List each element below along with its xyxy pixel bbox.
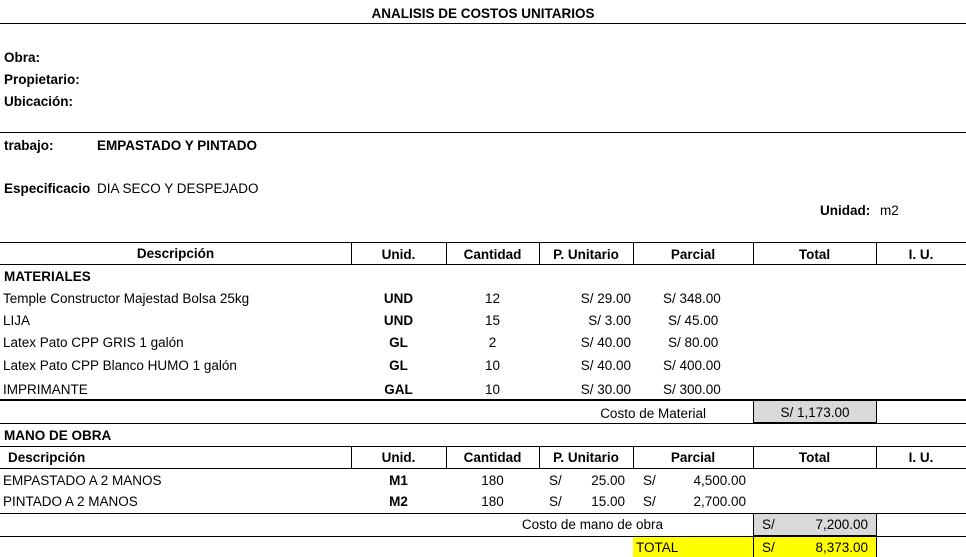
header-total: Total bbox=[798, 247, 831, 262]
row-parcial: 4,500.00 bbox=[693, 473, 746, 488]
costo-mano-obra-label: Costo de mano de obra bbox=[521, 517, 663, 532]
header-p-unitario: P. Unitario bbox=[553, 450, 619, 465]
row-unid: GL bbox=[389, 358, 408, 373]
row-parcial: S/ 348.00 bbox=[663, 291, 721, 306]
section-materiales: MATERIALES bbox=[4, 269, 91, 284]
row-descripcion: Latex Pato CPP Blanco HUMO 1 galón bbox=[3, 358, 237, 373]
row-cantidad: 10 bbox=[484, 358, 501, 373]
header-parcial: Parcial bbox=[670, 247, 716, 262]
header-cantidad: Cantidad bbox=[463, 450, 522, 465]
row-cantidad: 180 bbox=[481, 473, 504, 488]
header-descripcion: Descripción bbox=[8, 450, 86, 465]
row-parcial: S/ 400.00 bbox=[663, 358, 721, 373]
costo-mano-obra-value: 7,200.00 bbox=[815, 517, 868, 532]
row-cantidad: 15 bbox=[484, 313, 501, 328]
divider bbox=[0, 423, 966, 424]
trabajo-label: trabajo: bbox=[4, 138, 54, 153]
header-iu: I. U. bbox=[908, 247, 934, 262]
total-value: 8,373.00 bbox=[815, 540, 868, 555]
row-descripcion: PINTADO A 2 MANOS bbox=[3, 494, 138, 509]
row-cantidad: 12 bbox=[484, 291, 501, 306]
row-descripcion: Temple Constructor Majestad Bolsa 25kg bbox=[3, 291, 250, 306]
ubicacion-label: Ubicación: bbox=[4, 94, 74, 109]
header-total: Total bbox=[798, 450, 831, 465]
divider bbox=[0, 242, 966, 243]
row-p-unitario: S/ 40.00 bbox=[580, 358, 631, 373]
divider bbox=[0, 23, 966, 24]
row-descripcion: IMPRIMANTE bbox=[3, 382, 88, 397]
row-p-unitario: 25.00 bbox=[591, 473, 625, 488]
header-cantidad: Cantidad bbox=[463, 247, 522, 262]
unidad-label: Unidad: bbox=[820, 203, 871, 218]
row-parcial: 2,700.00 bbox=[693, 494, 746, 509]
row-parcial: S/ 80.00 bbox=[668, 335, 719, 350]
row-cantidad: 180 bbox=[481, 494, 504, 509]
divider bbox=[0, 446, 966, 447]
row-p-unitario: 15.00 bbox=[591, 494, 625, 509]
total-label: TOTAL bbox=[636, 540, 679, 555]
header-unid: Unid. bbox=[381, 450, 416, 465]
header-iu: I. U. bbox=[908, 450, 934, 465]
header-descripcion: Descripción bbox=[136, 246, 215, 261]
col-divider bbox=[876, 537, 877, 557]
divider bbox=[0, 468, 966, 469]
especificacion-label: Especificacio bbox=[4, 181, 91, 196]
costo-material-label: Costo de Material bbox=[600, 406, 706, 421]
costo-material-value: S/ 1,173.00 bbox=[780, 405, 850, 420]
row-descripcion: Latex Pato CPP GRIS 1 galón bbox=[3, 335, 184, 350]
row-descripcion: EMPASTADO A 2 MANOS bbox=[3, 473, 162, 488]
row-unid: UND bbox=[383, 313, 414, 328]
row-p-unitario: S/ 3.00 bbox=[588, 313, 631, 328]
especificacion-value: DIA SECO Y DESPEJADO bbox=[97, 181, 259, 196]
header-parcial: Parcial bbox=[670, 450, 716, 465]
row-p-unitario: S/ 30.00 bbox=[580, 382, 631, 397]
propietario-label: Propietario: bbox=[4, 72, 80, 87]
row-unid: M1 bbox=[389, 473, 408, 488]
divider bbox=[0, 132, 966, 133]
row-descripcion: LIJA bbox=[3, 313, 31, 328]
row-cantidad: 10 bbox=[484, 382, 501, 397]
row-parcial-currency: S/ bbox=[643, 494, 656, 509]
trabajo-value: EMPASTADO Y PINTADO bbox=[97, 138, 258, 153]
row-p-unitario-currency: S/ bbox=[549, 473, 562, 488]
row-unid: UND bbox=[383, 291, 414, 306]
row-parcial: S/ 45.00 bbox=[668, 313, 719, 328]
row-p-unitario: S/ 29.00 bbox=[580, 291, 631, 306]
unidad-value: m2 bbox=[880, 203, 899, 218]
row-unid: GAL bbox=[384, 382, 413, 397]
total-currency: S/ bbox=[762, 540, 775, 555]
row-p-unitario: S/ 40.00 bbox=[580, 335, 631, 350]
row-unid: M2 bbox=[389, 494, 408, 509]
header-unid: Unid. bbox=[381, 247, 416, 262]
divider bbox=[0, 264, 966, 265]
section-mano-de-obra: MANO DE OBRA bbox=[4, 428, 112, 443]
row-cantidad: 2 bbox=[488, 335, 497, 350]
col-divider bbox=[753, 537, 754, 557]
row-parcial-currency: S/ bbox=[643, 473, 656, 488]
header-p-unitario: P. Unitario bbox=[553, 247, 619, 262]
row-p-unitario-currency: S/ bbox=[549, 494, 562, 509]
page-title: ANALISIS DE COSTOS UNITARIOS bbox=[371, 6, 595, 21]
costo-mano-obra-currency: S/ bbox=[762, 517, 775, 532]
obra-label: Obra: bbox=[4, 50, 41, 65]
row-parcial: S/ 300.00 bbox=[663, 382, 721, 397]
row-unid: GL bbox=[389, 335, 408, 350]
